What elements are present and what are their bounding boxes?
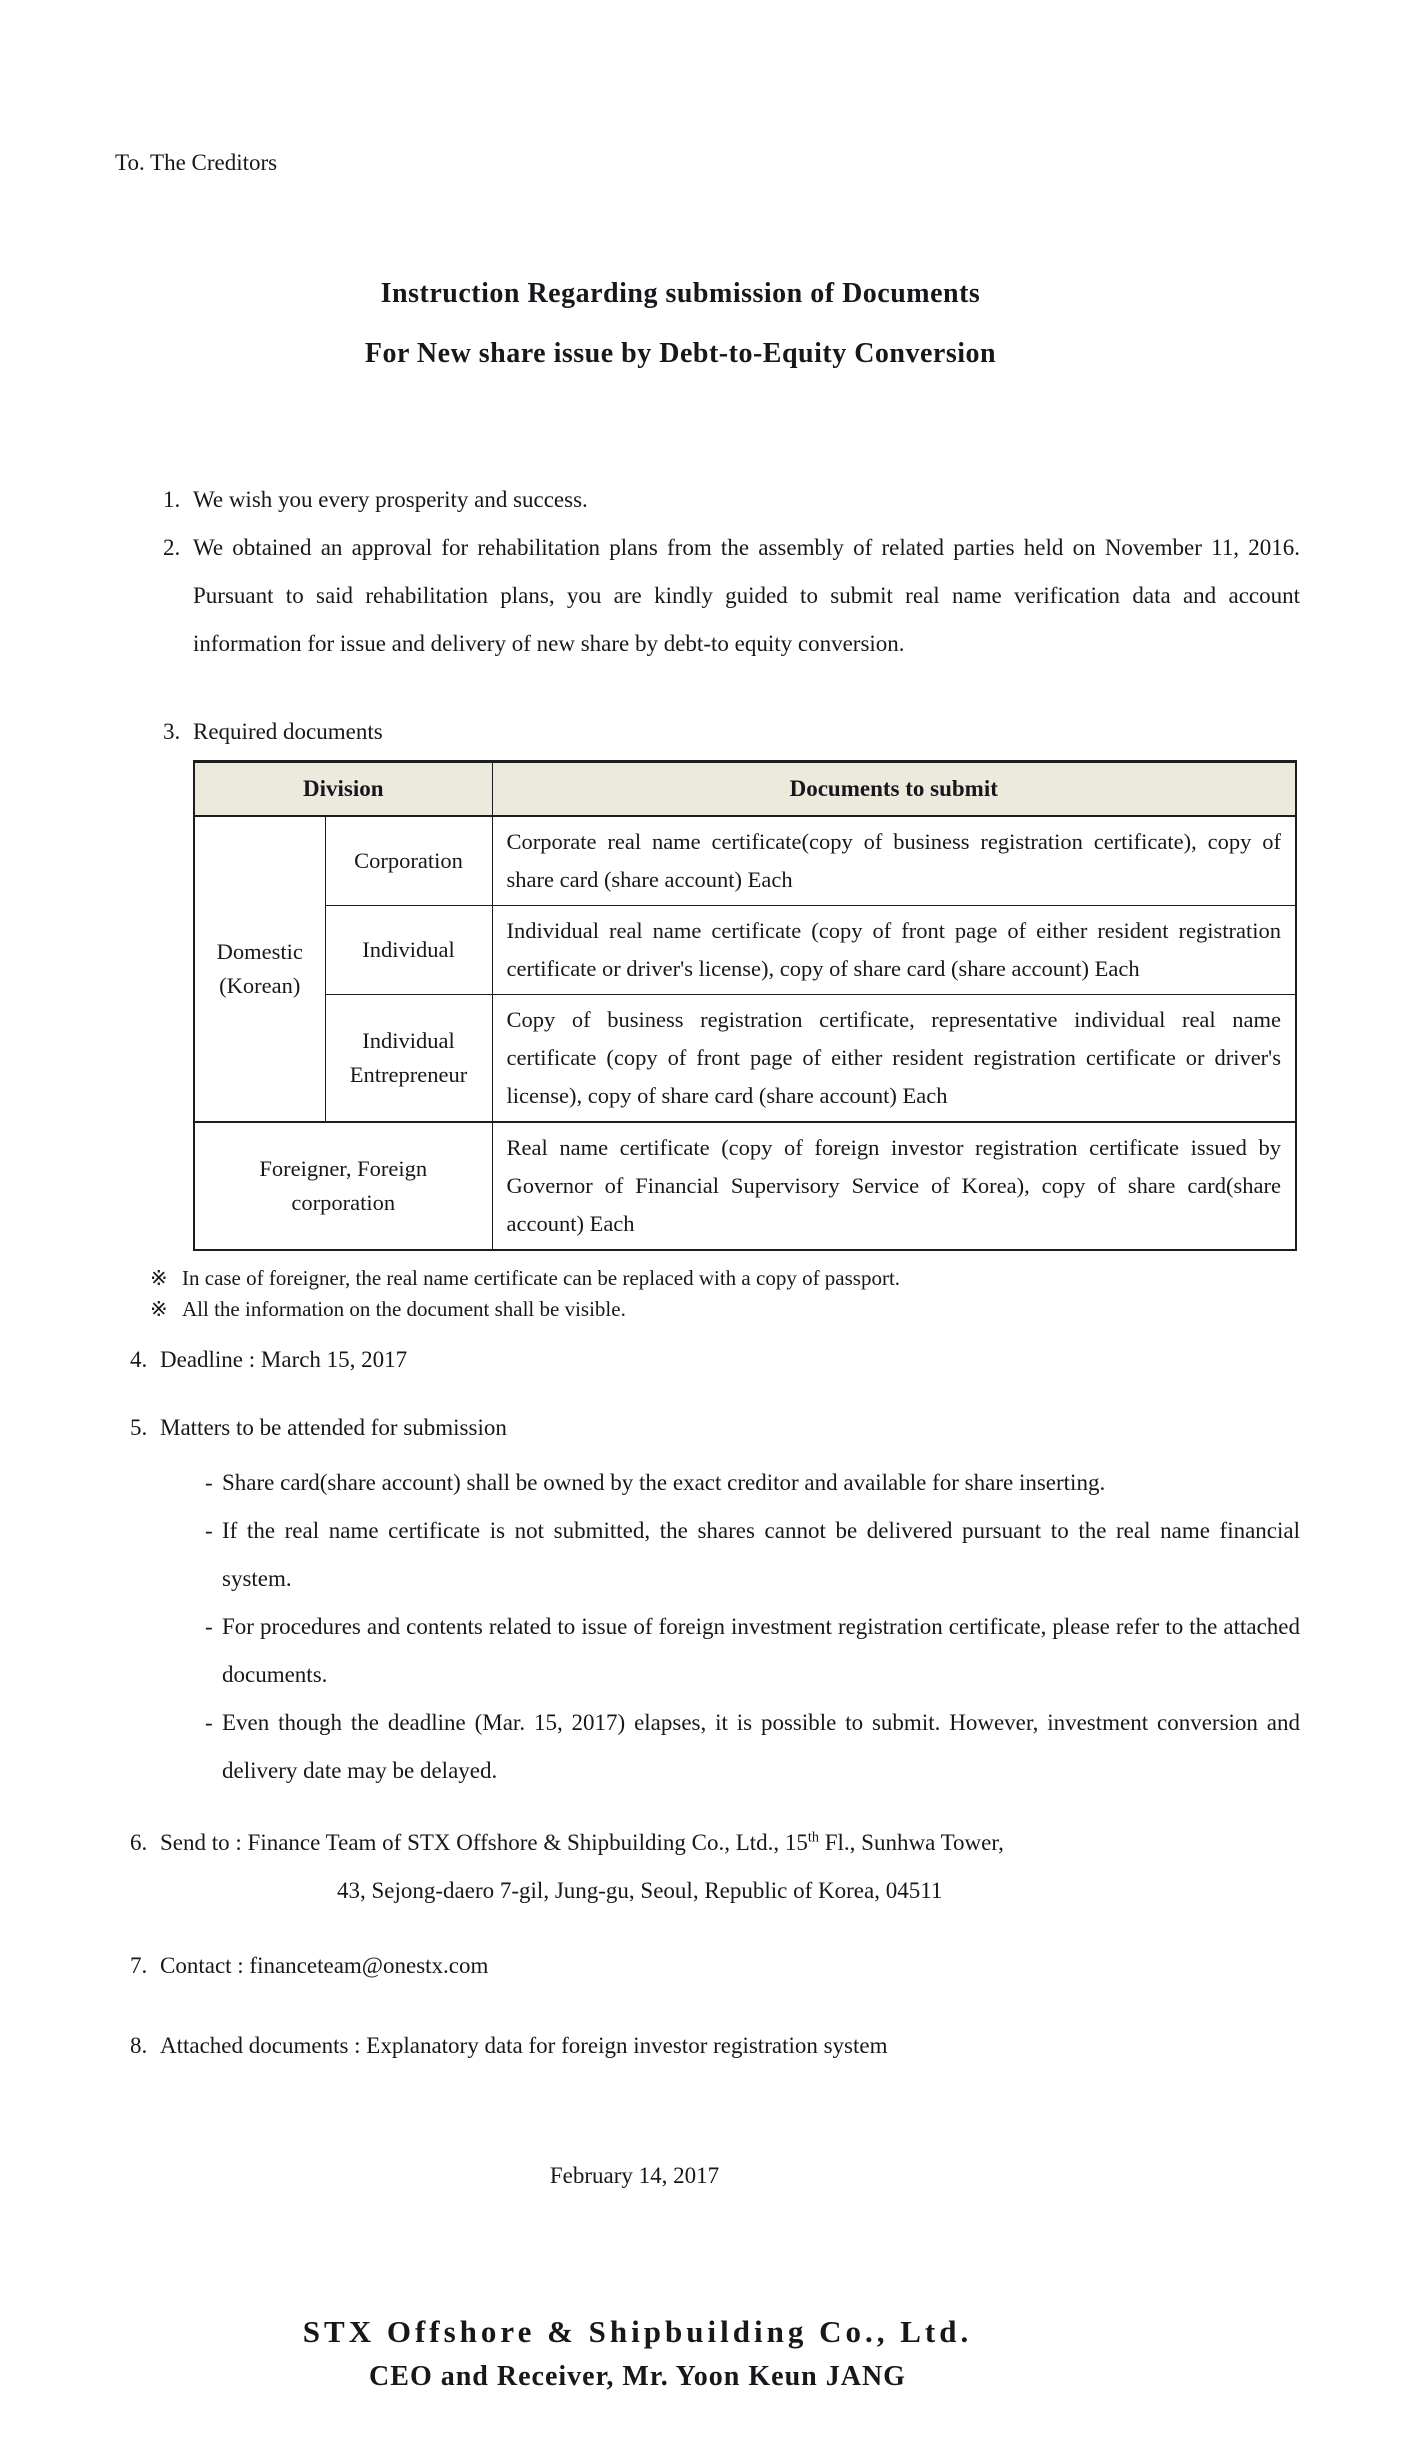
documents-cell: Real name certificate (copy of foreign investor registration certificate issued by Governor of Financial Supervisory Service of Korea), copy of share card(share account) Each — [492, 1122, 1296, 1250]
division-group-text: Foreigner, Foreign corporation — [259, 1156, 428, 1215]
submission-bullet — [205, 1699, 1300, 1795]
submission-bullet — [205, 1603, 1300, 1699]
item-text: Contact : financeteam@onestx.com — [160, 1953, 489, 1978]
submission-bullet — [205, 1507, 1300, 1603]
division-group-text: Domestic (Korean) — [216, 939, 303, 998]
item-number: 7. — [130, 1953, 148, 1978]
note-marker: ※ — [150, 1266, 168, 1290]
item-text: Deadline : March 15, 2017 — [160, 1347, 408, 1372]
numbered-item-1 — [163, 476, 1300, 524]
item-number: 3. — [163, 719, 181, 744]
numbered-item-6 — [130, 1819, 1300, 1915]
document-date: February 14, 2017 — [549, 2163, 720, 2188]
item-text: Required documents — [193, 719, 383, 744]
signature-block — [115, 2309, 1160, 2399]
required-documents-table-wrap — [193, 760, 1300, 1251]
division-group-cell — [194, 816, 325, 1122]
table-row — [194, 906, 1296, 995]
bullet-text: For procedures and contents related to issue of foreign investment registration certificate, please refer to the attached documents. — [222, 1614, 1300, 1687]
bullet-marker: - — [205, 1614, 213, 1639]
division-category-cell: Individual Entrepreneur — [325, 995, 492, 1123]
item-text: Matters to be attended for submission — [160, 1415, 507, 1440]
item-number: 5. — [130, 1415, 148, 1440]
intro-paragraphs — [115, 476, 1300, 668]
numbered-item-3 — [163, 710, 1300, 754]
signature-ceo: CEO and Receiver, Mr. Yoon Keun JANG — [369, 2361, 906, 2392]
recipient-line: To. The Creditors — [115, 150, 278, 175]
table-header-division: Division — [194, 762, 492, 817]
submission-bullet — [205, 1459, 1300, 1507]
note-text: In case of foreigner, the real name certificate can be replaced with a copy of passport. — [182, 1266, 901, 1290]
send-to-line1: Send to : Finance Team of STX Offshore & Shipbuilding Co., Ltd., 15th Fl., Sunhwa Tower, — [160, 1829, 1004, 1855]
table-notes — [150, 1263, 1300, 1325]
signature-company: STX Offshore & Shipbuilding Co., Ltd. — [302, 2314, 973, 2349]
table-header-row — [194, 762, 1296, 817]
item-number: 8. — [130, 2033, 148, 2058]
table-header-documents: Documents to submit — [492, 762, 1296, 817]
table-row — [194, 995, 1296, 1123]
item-text — [160, 1819, 1300, 1915]
documents-cell: Corporate real name certificate(copy of business registration certificate), copy of share card (share account) Each — [492, 816, 1296, 906]
bullet-marker: - — [205, 1710, 213, 1735]
item-text: Attached documents : Explanatory data for foreign investor registration system — [160, 2033, 888, 2058]
send-to-address-line2: 43, Sejong-daero 7-gil, Jung-gu, Seoul, Republic of Korea, 04511 — [337, 1878, 943, 1903]
table-note — [150, 1263, 1300, 1294]
title-line-1: Instruction Regarding submission of Documents — [380, 278, 981, 309]
numbered-item-4 — [130, 1345, 1300, 1375]
bullet-marker: - — [205, 1470, 213, 1495]
document-title — [115, 264, 1246, 384]
numbered-item-5 — [130, 1413, 1300, 1443]
numbered-item-2 — [163, 524, 1300, 668]
submission-bullet-list — [205, 1459, 1300, 1795]
bullet-text: Even though the deadline (Mar. 15, 2017) elapses, it is possible to submit. However, investment conversion and delivery date may be delayed. — [222, 1710, 1300, 1783]
bullet-text: If the real name certificate is not submitted, the shares cannot be delivered pursuant to the real name financial system. — [222, 1518, 1300, 1591]
item-number: 2. — [163, 535, 181, 560]
numbered-item-8 — [130, 2031, 1300, 2061]
ordinal-superscript: th — [807, 1829, 819, 1846]
table-note — [150, 1294, 1300, 1325]
item-number: 1. — [163, 487, 181, 512]
note-text: All the information on the document shall be visible. — [182, 1297, 626, 1321]
title-line-2: For New share issue by Debt-to-Equity Conversion — [364, 338, 997, 369]
division-group-cell — [194, 1122, 492, 1250]
numbered-item-7 — [130, 1951, 1300, 1981]
item-number: 4. — [130, 1347, 148, 1372]
table-row — [194, 816, 1296, 906]
division-category-cell: Individual — [325, 906, 492, 995]
item-text: We wish you every prosperity and success. — [193, 487, 588, 512]
documents-cell: Individual real name certificate (copy of front page of either resident registration certificate or driver's license), copy of share card (share account) Each — [492, 906, 1296, 995]
division-category-cell: Corporation — [325, 816, 492, 906]
bullet-text: Share card(share account) shall be owned by the exact creditor and available for share inserting. — [222, 1470, 1106, 1495]
bullet-marker: - — [205, 1518, 213, 1543]
documents-cell: Copy of business registration certificate, representative individual real name certificate (copy of front page of either resident registration certificate or driver's license), copy of share card (share account) Each — [492, 995, 1296, 1123]
item-number: 6. — [130, 1830, 148, 1855]
table-row — [194, 1122, 1296, 1250]
required-documents-table — [193, 760, 1297, 1251]
item-text: We obtained an approval for rehabilitation plans from the assembly of related parties held on November 11, 2016. Pursuant to said rehabilitation plans, you are kindly guided to submit real name verification data and account information for issue and delivery of new share by debt-to equity conversion. — [193, 535, 1300, 656]
note-marker: ※ — [150, 1297, 168, 1321]
